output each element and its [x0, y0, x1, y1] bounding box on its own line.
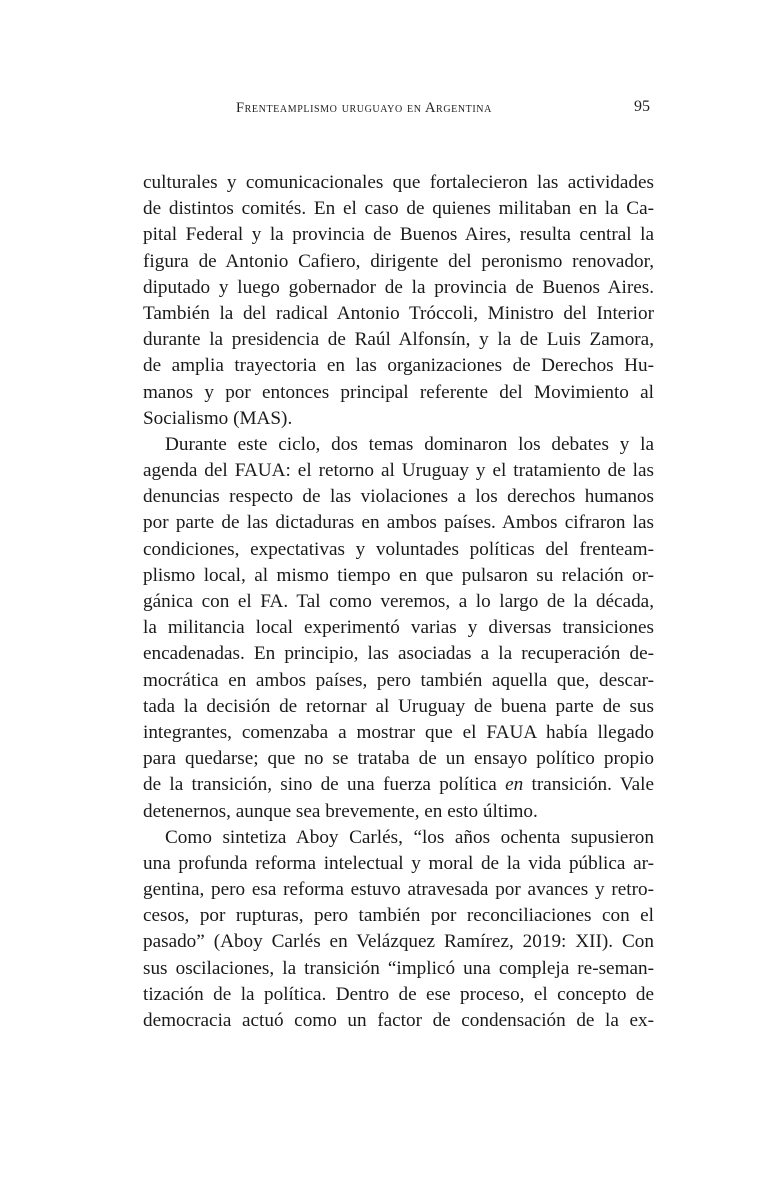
page-number: 95 — [634, 98, 650, 115]
text-line: democracia actuó como un factor de condensación de la ex- — [143, 1010, 654, 1031]
text-line: diputado y luego gobernador de la provincia de Buenos Aires. — [143, 276, 654, 298]
text-line: una profunda reforma intelectual y moral de la vida pública ar- — [143, 852, 654, 874]
text-line: mocrática en ambos países, pero también aquella que, descar- — [143, 669, 654, 691]
text-line: detenernos, aunque sea brevemente, en esto último. — [143, 800, 538, 822]
body-text — [143, 170, 654, 1034]
text-line: figura de Antonio Cafiero, dirigente del peronismo renovador, — [143, 250, 654, 272]
text-line: por parte de las dictaduras en ambos países. Ambos cifraron las — [143, 512, 654, 534]
text-line: condiciones, expectativas y voluntades políticas del frenteam- — [143, 538, 654, 560]
text-line: agenda del FAUA: el retorno al Uruguay y el tratamiento de las — [143, 460, 654, 482]
text-line: la militancia local experimentó varias y diversas transiciones — [143, 617, 654, 639]
paragraph-2 — [143, 432, 654, 825]
text-line: tada la decisión de retornar al Uruguay de buena parte de sus — [143, 695, 654, 717]
text-line: También la del radical Antonio Tróccoli, Ministro del Interior — [143, 302, 654, 324]
text-line: manos y por entonces principal referente del Movimiento al — [143, 381, 654, 403]
text-line: de amplia trayectoria en las organizaciones de Derechos Hu- — [143, 355, 654, 377]
text-line: gánica con el FA. Tal como veremos, a lo largo de la década, — [143, 591, 654, 612]
text-line: gentina, pero esa reforma estuvo atravesada por avances y retro- — [143, 879, 654, 901]
text-line: Como sintetiza Aboy Carlés, “los años ochenta supusieron — [165, 826, 654, 848]
text-line: culturales y comunicacionales que fortalecieron las actividades — [143, 172, 654, 193]
text-line: de distintos comités. En el caso de quienes militaban en la Ca- — [143, 198, 654, 220]
text-line: denuncias respecto de las violaciones a los derechos humanos — [143, 486, 654, 508]
text-line: cesos, por rupturas, pero también por reconciliaciones con el — [143, 905, 654, 927]
text-line: plismo local, al mismo tiempo en que pulsaron su relación or- — [143, 564, 654, 586]
text-line: pital Federal y la provincia de Buenos Aires, resulta central la — [143, 224, 654, 246]
text-line: sus oscilaciones, la transición “implicó una compleja re-seman- — [143, 957, 654, 979]
text-line: pasado” (Aboy Carlés en Velázquez Ramírez, 2019: XII). Con — [143, 931, 654, 953]
text-line: Durante este ciclo, dos temas dominaron los debates y la — [165, 433, 654, 455]
running-head: Frenteamplismo uruguayo en Argentina — [236, 100, 492, 116]
text-line: tización de la política. Dentro de ese proceso, el concepto de — [143, 983, 654, 1005]
emphasis: en — [505, 774, 524, 796]
paragraph-1 — [143, 170, 654, 432]
text-line: Socialismo (MAS). — [143, 407, 293, 429]
paragraph-3 — [143, 825, 654, 1035]
text-line: encadenadas. En principio, las asociadas a la recuperación de- — [143, 643, 654, 665]
text-line: de la transición, sino de una fuerza política en transición. Vale — [143, 774, 654, 796]
text-line: durante la presidencia de Raúl Alfonsín, y la de Luis Zamora, — [143, 329, 654, 351]
text-line: para quedarse; que no se trataba de un ensayo político propio — [143, 748, 654, 770]
text-line: integrantes, comenzaba a mostrar que el FAUA había llegado — [143, 721, 654, 743]
